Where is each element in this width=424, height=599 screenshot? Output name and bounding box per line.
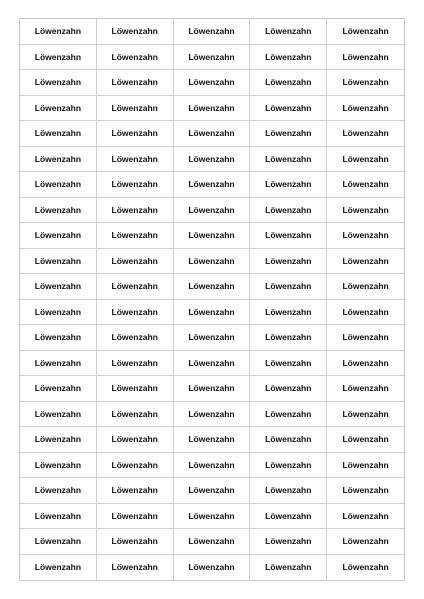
label-cell: Löwenzahn [174,70,251,96]
label-cell: Löwenzahn [97,427,174,453]
label-cell: Löwenzahn [97,325,174,351]
label-cell: Löwenzahn [97,300,174,326]
label-cell: Löwenzahn [97,147,174,173]
label-cell: Löwenzahn [97,198,174,224]
label-cell: Löwenzahn [250,555,327,581]
label-cell: Löwenzahn [20,147,97,173]
label-cell: Löwenzahn [20,70,97,96]
label-cell: Löwenzahn [327,402,404,428]
label-cell: Löwenzahn [342,562,389,573]
label-cell: Löwenzahn [174,555,251,581]
label-cell: Löwenzahn [20,376,97,402]
label-cell: Löwenzahn [250,70,327,96]
label-cell: Löwenzahn [250,223,327,249]
label-cell: Löwenzahn [250,402,327,428]
label-cell: Löwenzahn [174,402,251,428]
label-cell: Löwenzahn [97,70,174,96]
label-cell: Löwenzahn [327,529,404,555]
label-cell: Löwenzahn [174,478,251,504]
label-cell: Löwenzahn [97,504,174,530]
label-cell: Löwenzahn [20,555,97,581]
label-cell: Löwenzahn [97,351,174,377]
label-cell: Löwenzahn [250,376,327,402]
label-cell: Löwenzahn [250,121,327,147]
label-cell: Löwenzahn [97,478,174,504]
label-cell: Löwenzahn [20,45,97,71]
label-cell: Löwenzahn [250,478,327,504]
label-cell: Löwenzahn [174,121,251,147]
label-cell: Löwenzahn [174,504,251,530]
label-cell: Löwenzahn [327,121,404,147]
label-cell: Löwenzahn [327,453,404,479]
label-cell: Löwenzahn [97,172,174,198]
label-cell: Löwenzahn [20,198,97,224]
label-cell: Löwenzahn [327,376,404,402]
label-cell: Löwenzahn [327,223,404,249]
label-cell: Löwenzahn [20,96,97,122]
label-cell: Löwenzahn [174,223,251,249]
label-cell: Löwenzahn [97,223,174,249]
label-cell: Löwenzahn [20,402,97,428]
label-cell: Löwenzahn [97,45,174,71]
label-sheet [19,18,405,581]
label-cell: Löwenzahn [20,19,97,45]
label-cell: Löwenzahn [250,45,327,71]
label-cell: Löwenzahn [250,529,327,555]
label-cell: Löwenzahn [250,300,327,326]
label-cell: Löwenzahn [327,325,404,351]
label-cell: Löwenzahn [20,504,97,530]
label-cell: Löwenzahn [20,453,97,479]
label-cell: Löwenzahn [327,198,404,224]
label-cell: Löwenzahn [327,70,404,96]
label-cell: Löwenzahn [250,249,327,275]
label-cell: Löwenzahn [20,300,97,326]
label-cell: Löwenzahn [250,19,327,45]
label-cell: Löwenzahn [97,249,174,275]
label-cell: Löwenzahn [20,427,97,453]
label-cell: Löwenzahn [250,172,327,198]
label-cell: Löwenzahn [174,427,251,453]
label-cell: Löwenzahn [20,274,97,300]
label-cell: Löwenzahn [97,529,174,555]
label-cell: Löwenzahn [174,198,251,224]
label-cell: Löwenzahn [174,529,251,555]
label-cell: Löwenzahn [174,45,251,71]
label-cell: Löwenzahn [250,351,327,377]
label-cell: Löwenzahn [327,45,404,71]
label-cell: Löwenzahn [250,453,327,479]
label-cell: Löwenzahn [20,172,97,198]
label-cell: Löwenzahn [20,249,97,275]
label-cell: Löwenzahn [97,121,174,147]
label-cell: Löwenzahn [174,453,251,479]
label-cell: Löwenzahn [174,351,251,377]
label-cell: Löwenzahn [327,96,404,122]
label-cell: Löwenzahn [250,96,327,122]
label-cell: Löwenzahn [174,274,251,300]
label-cell: Löwenzahn [327,249,404,275]
label-cell: Löwenzahn [174,249,251,275]
label-cell: Löwenzahn [97,274,174,300]
label-cell: Löwenzahn [97,96,174,122]
label-cell: Löwenzahn [20,529,97,555]
label-cell: Löwenzahn [327,274,404,300]
label-cell: Löwenzahn [20,223,97,249]
label-cell: Löwenzahn [20,478,97,504]
label-cell: Löwenzahn [250,147,327,173]
label-cell: Löwenzahn [250,274,327,300]
label-cell: Löwenzahn [97,376,174,402]
label-cell: Löwenzahn [20,351,97,377]
label-cell: Löwenzahn [327,427,404,453]
label-cell: Löwenzahn [174,19,251,45]
label-cell: Löwenzahn [250,504,327,530]
label-cell: Löwenzahn [250,427,327,453]
label-cell: Löwenzahn [20,325,97,351]
label-cell: Löwenzahn [97,555,174,581]
label-cell: Löwenzahn [327,300,404,326]
label-cell: Löwenzahn [97,453,174,479]
label-cell: Löwenzahn [174,96,251,122]
label-cell: Löwenzahn [250,325,327,351]
label-cell: Löwenzahn [327,478,404,504]
label-cell: Löwenzahn [327,147,404,173]
label-cell: Löwenzahn [20,121,97,147]
label-cell: Löwenzahn [174,325,251,351]
label-cell: Löwenzahn [327,351,404,377]
label-cell: Löwenzahn [174,300,251,326]
label-cell: Löwenzahn [174,147,251,173]
label-cell: Löwenzahn [327,19,404,45]
label-cell: Löwenzahn [250,198,327,224]
label-cell: Löwenzahn [327,504,404,530]
label-cell: Löwenzahn [174,172,251,198]
label-cell: Löwenzahn [174,376,251,402]
label-cell: Löwenzahn [97,19,174,45]
label-cell: Löwenzahn [327,172,404,198]
label-cell: Löwenzahn [97,402,174,428]
